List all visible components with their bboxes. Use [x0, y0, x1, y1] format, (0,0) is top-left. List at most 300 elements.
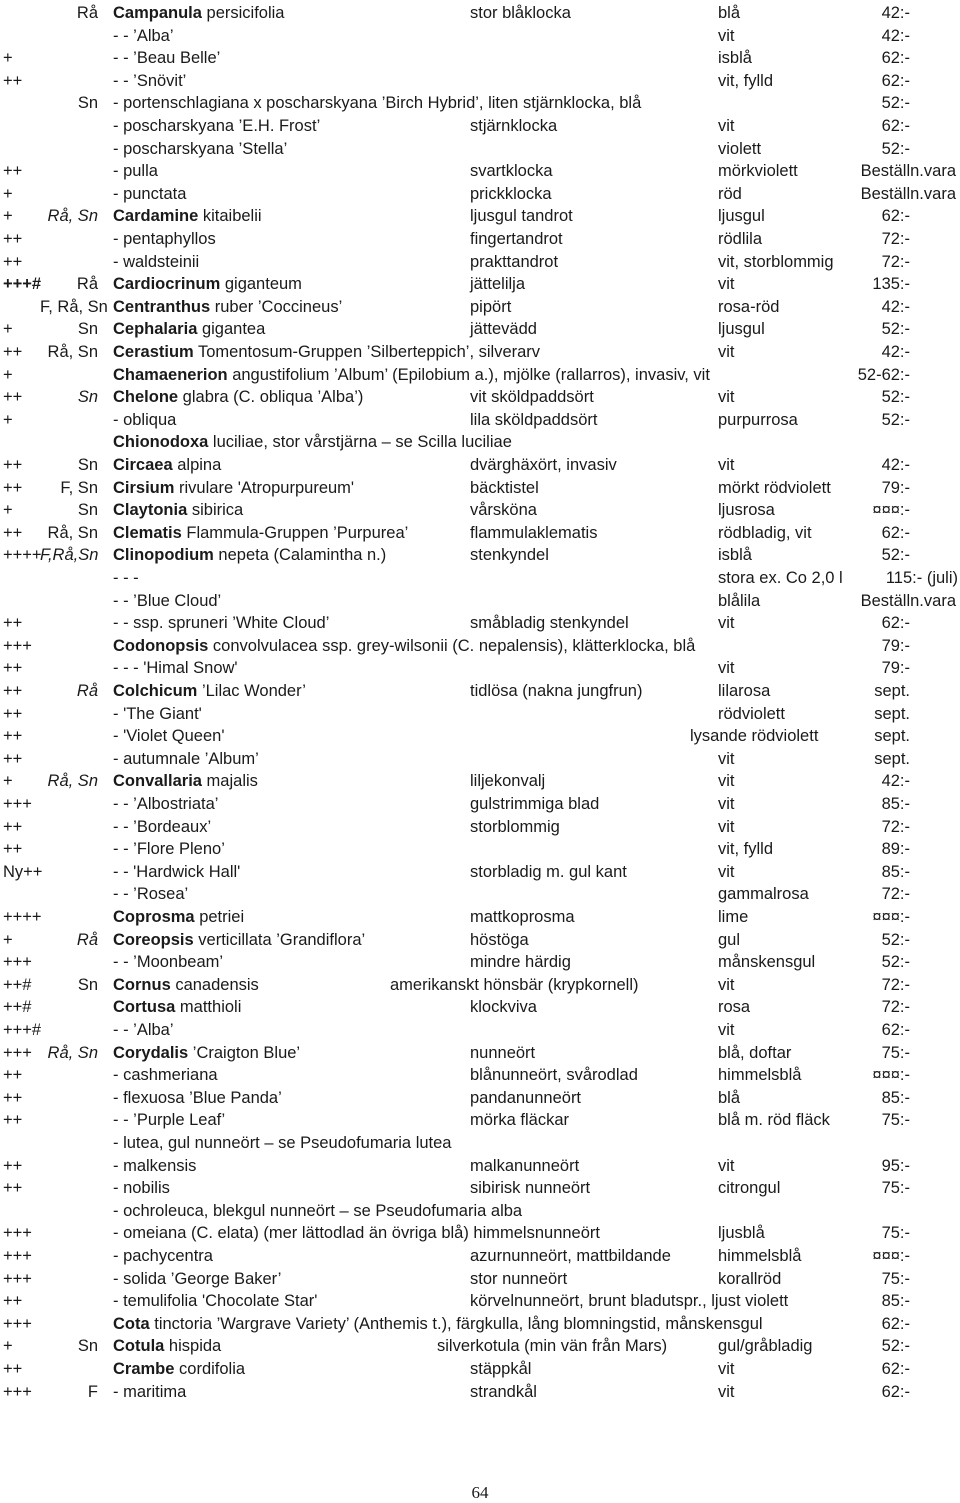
species-name: ’Lilac Wonder’	[197, 682, 306, 700]
hardiness-marker: +++	[3, 1382, 32, 1401]
flower-color: ljusgul	[718, 320, 765, 339]
price: 75:-	[881, 1111, 910, 1130]
price: Beställn.vara	[860, 591, 956, 610]
price: 52:-	[881, 546, 910, 565]
flower-color: vit	[718, 659, 735, 678]
flower-color: vit	[718, 388, 735, 407]
species-name: giganteum	[220, 275, 302, 294]
hardiness-marker: ++	[3, 230, 23, 248]
hardiness-marker: ++	[3, 523, 23, 542]
list-item	[0, 70, 960, 92]
list-item	[0, 318, 960, 340]
price: sept.	[874, 749, 910, 768]
price: 62:-	[881, 207, 910, 226]
genus-name: Crambe	[113, 1360, 175, 1378]
plant-name	[113, 838, 225, 860]
list-item	[0, 1064, 960, 1086]
hardiness-marker: ++	[3, 614, 23, 633]
origin-code: F	[87, 1382, 98, 1401]
hardiness-marker: ++#	[3, 975, 32, 994]
flower-color: rosa	[718, 998, 751, 1017]
genus-name: Campanula	[113, 4, 202, 22]
hardiness-marker: ++	[3, 252, 23, 271]
hardiness-marker: ++	[3, 1292, 23, 1311]
swedish-name: strandkål	[470, 1382, 537, 1401]
price: sept.	[874, 727, 910, 746]
plant-name	[113, 793, 218, 815]
flower-color: blå m. röd fläck	[718, 1111, 830, 1130]
price: 62:-	[881, 1021, 910, 1039]
plant-name	[113, 544, 386, 566]
plant-name	[113, 748, 259, 770]
swedish-name: prakttandrot	[470, 252, 559, 271]
price: 85:-	[881, 1292, 910, 1311]
price: 52:-	[881, 388, 910, 407]
hardiness-marker: ++	[3, 478, 23, 497]
species-name: - - ’Flore Pleno’	[113, 840, 225, 859]
genus-name: Chamaenerion	[113, 365, 228, 384]
flower-color: ljusblå	[718, 1224, 765, 1243]
list-item	[0, 861, 960, 883]
species-name: tinctoria ’Wargrave Variety’ (Anthemis t.), färgkulla, lång blomningstid, månskensgul	[149, 1314, 763, 1333]
price: 79:-	[881, 659, 910, 678]
flower-color: vit	[718, 26, 735, 45]
origin-code: Sn	[77, 320, 98, 339]
price: 95:-	[881, 1156, 910, 1175]
hardiness-marker: ++	[3, 456, 23, 474]
flower-color: vit	[718, 1021, 735, 1039]
flower-color: lysande rödviolett	[690, 727, 819, 746]
list-item	[0, 883, 960, 905]
swedish-name: ljusgul tandrot	[470, 207, 573, 226]
genus-name: Clinopodium	[113, 546, 214, 565]
price: 42:-	[881, 456, 910, 474]
list-item	[0, 228, 960, 250]
flower-color: vit	[718, 117, 735, 135]
genus-name: Claytonia	[113, 501, 188, 520]
price: 72:-	[881, 252, 910, 271]
flower-color: isblå	[718, 546, 752, 565]
swedish-name: höstöga	[470, 930, 529, 949]
species-name: - - ’Rosea’	[113, 885, 189, 904]
list-item	[0, 386, 960, 408]
origin-code: Sn	[77, 975, 98, 994]
hardiness-marker: ++	[3, 727, 23, 746]
species-name: - poscharskyana ’E.H. Frost’	[113, 117, 321, 135]
plant-name	[113, 251, 199, 273]
plant-name	[113, 364, 710, 386]
hardiness-marker: ++++	[3, 546, 42, 565]
price: 75:-	[881, 1269, 910, 1288]
swedish-name: vårsköna	[470, 501, 537, 520]
price: 62:-	[881, 117, 910, 135]
flower-color: vit, fylld	[718, 840, 774, 859]
plant-name	[113, 951, 223, 973]
species-name: - - ’Blue Cloud’	[113, 591, 222, 610]
list-item	[0, 1290, 960, 1312]
species-name: - lutea, gul nunneört – se Pseudofumaria lutea	[113, 1134, 452, 1152]
origin-code: F, Rå, Sn	[40, 297, 108, 316]
list-item	[0, 680, 960, 702]
genus-name: Cota	[113, 1314, 150, 1333]
hardiness-marker: ++	[3, 749, 23, 768]
plant-name	[113, 70, 186, 92]
price: 52:-	[881, 139, 910, 158]
swedish-name: jättelilja	[470, 275, 526, 294]
flower-color: rosa-röd	[718, 297, 780, 316]
species-name: convolvulacea ssp. grey-wilsonii (C. nepalensis), klätterklocka, blå	[208, 636, 696, 655]
list-item	[0, 1177, 960, 1199]
list-item	[0, 703, 960, 725]
list-item	[0, 477, 960, 499]
flower-color: rödviolett	[718, 704, 785, 723]
flower-color: lime	[718, 908, 749, 926]
swedish-name: malkanunneört	[470, 1156, 580, 1175]
list-item	[0, 364, 960, 386]
price: 115:- (juli)	[885, 569, 958, 587]
price: 62:-	[881, 71, 910, 90]
price: 62:-	[881, 1382, 910, 1401]
flower-color: vit	[718, 817, 735, 836]
plant-name	[113, 1268, 281, 1290]
price: 62:-	[881, 1360, 910, 1378]
swedish-name: silverkotula (min vän från Mars)	[437, 1337, 668, 1356]
flower-color: röd	[718, 184, 742, 203]
hardiness-marker: +	[3, 410, 13, 429]
list-item	[0, 499, 960, 521]
hardiness-marker: ++	[3, 71, 23, 90]
origin-code: Rå, Sn	[47, 207, 98, 226]
swedish-name: stäppkål	[470, 1360, 532, 1378]
species-name: matthioli	[175, 998, 242, 1017]
species-name: - portenschlagiana x poscharskyana ’Birch Hybrid’, liten stjärnklocka, blå	[113, 94, 642, 113]
plant-name	[113, 228, 216, 250]
hardiness-marker: +	[3, 501, 13, 520]
list-item	[0, 1245, 960, 1267]
plant-name	[113, 861, 240, 883]
list-item	[0, 92, 960, 114]
origin-code: Sn	[77, 501, 98, 520]
flower-color: vit	[718, 1360, 735, 1378]
species-name: Flammula-Gruppen ’Purpurea’	[181, 523, 409, 542]
plant-name	[113, 567, 139, 589]
hardiness-marker: +++#	[3, 275, 42, 294]
plant-name	[113, 205, 262, 227]
species-name: petriei	[194, 908, 245, 926]
plant-name	[113, 1381, 186, 1403]
list-item	[0, 544, 960, 566]
genus-name: Cornus	[113, 975, 171, 994]
flower-color: blå, doftar	[718, 1043, 792, 1062]
flower-color: gul	[718, 930, 741, 949]
plant-name	[113, 183, 186, 205]
price: 72:-	[881, 817, 910, 836]
plant-name	[113, 160, 158, 182]
list-item	[0, 816, 960, 838]
swedish-name: dvärghäxört, invasiv	[470, 456, 617, 474]
species-name: Tomentosum-Gruppen ’Silberteppich’, silverarv	[193, 343, 541, 361]
swedish-name: nunneört	[470, 1043, 536, 1062]
list-item	[0, 1335, 960, 1357]
list-item	[0, 725, 960, 747]
genus-name: Cortusa	[113, 998, 176, 1017]
origin-code: Rå, Sn	[47, 343, 98, 361]
flower-color: vit	[718, 456, 735, 474]
swedish-name: klockviva	[470, 998, 537, 1017]
plant-name	[113, 680, 306, 702]
origin-code: Rå, Sn	[47, 772, 98, 791]
genus-name: Convallaria	[113, 772, 202, 791]
hardiness-marker: +	[3, 49, 13, 68]
hardiness-marker: +	[3, 365, 13, 384]
plant-name	[113, 929, 365, 951]
swedish-name: gulstrimmiga blad	[470, 795, 600, 813]
species-name: - 'Violet Queen'	[113, 727, 225, 746]
genus-name: Cardiocrinum	[113, 275, 221, 294]
list-item	[0, 1019, 960, 1041]
hardiness-marker: ++	[3, 1088, 23, 1107]
species-name: - autumnale ’Album’	[113, 749, 259, 768]
hardiness-marker: ++	[3, 659, 23, 678]
hardiness-marker: +++	[3, 1269, 32, 1288]
origin-code: F, Sn	[60, 478, 98, 497]
swedish-name: amerikanskt hönsbär (krypkornell)	[390, 975, 639, 994]
swedish-name: lila sköldpaddsört	[470, 410, 598, 429]
plant-name	[113, 1358, 245, 1380]
swedish-name: fingertandrot	[470, 230, 563, 248]
flower-color: blålila	[718, 591, 761, 610]
species-name: persicifolia	[201, 4, 285, 22]
genus-name: Clematis	[113, 523, 182, 542]
list-item	[0, 160, 960, 182]
species-name: cordifolia	[174, 1360, 246, 1378]
swedish-name: azurnunneört, mattbildande	[470, 1247, 671, 1265]
price: 79:-	[881, 478, 910, 497]
species-name: - punctata	[113, 184, 187, 203]
list-item	[0, 929, 960, 951]
price: 62:-	[881, 614, 910, 633]
price: ¤¤¤:-	[872, 1066, 910, 1085]
flower-color: gammalrosa	[718, 885, 809, 904]
price: 52:-	[881, 94, 910, 113]
price: 42:-	[881, 772, 910, 791]
plant-name	[113, 1335, 221, 1357]
species-name: - poscharskyana ’Stella’	[113, 139, 288, 158]
list-item	[0, 1268, 960, 1290]
list-item	[0, 1222, 960, 1244]
list-item	[0, 770, 960, 792]
species-name: majalis	[201, 772, 258, 791]
plant-name	[113, 770, 258, 792]
price: 75:-	[881, 1043, 910, 1062]
species-name: - pachycentra	[113, 1247, 213, 1265]
hardiness-marker: +++	[3, 1247, 32, 1265]
plant-name	[113, 296, 342, 318]
hardiness-marker: ++	[3, 682, 23, 700]
plant-name	[113, 1155, 196, 1177]
price: 62:-	[881, 1314, 910, 1333]
species-name: kitaibelii	[198, 207, 262, 226]
origin-code: Rå, Sn	[47, 1043, 98, 1062]
plant-name	[113, 1200, 522, 1222]
swedish-name: stor blåklocka	[470, 4, 571, 22]
flower-color: vit	[718, 975, 735, 994]
species-name: - - ssp. spruneri ’White Cloud’	[113, 614, 330, 633]
plant-name	[113, 816, 211, 838]
flower-color: vit, fylld	[718, 71, 774, 90]
species-name: rivulare 'Atropurpureum'	[174, 478, 355, 497]
plant-name	[113, 703, 202, 725]
genus-name: Corydalis	[113, 1043, 189, 1062]
list-item	[0, 996, 960, 1018]
species-name: angustifolium ’Album’ (Epilobium a.), mjölke (rallarros), invasiv, vit	[227, 365, 710, 384]
swedish-name: stor nunneört	[470, 1269, 568, 1288]
flower-color: vit	[718, 772, 735, 791]
hardiness-marker: Ny++	[3, 862, 43, 881]
list-item	[0, 1132, 960, 1154]
list-item	[0, 47, 960, 69]
plant-name	[113, 341, 540, 363]
plant-name	[113, 906, 244, 928]
hardiness-marker: +++	[3, 795, 32, 813]
species-name: ruber ’Coccineus’	[210, 297, 343, 316]
flower-color: ljusgul	[718, 207, 765, 226]
price: Beställn.vara	[860, 184, 956, 203]
species-name: - pentaphyllos	[113, 230, 216, 248]
species-name: - - ’Albostriata’	[113, 795, 219, 813]
genus-name: Cerastium	[113, 343, 194, 361]
plant-name	[113, 590, 221, 612]
plant-name	[113, 996, 241, 1018]
swedish-name: sibirisk nunneört	[470, 1179, 591, 1198]
price: 52:-	[881, 320, 910, 339]
plant-name	[113, 92, 641, 114]
origin-code: F,Rå,Sn	[40, 546, 99, 565]
swedish-name: storbladig m. gul kant	[470, 862, 627, 881]
list-item	[0, 793, 960, 815]
flower-color: citrongul	[718, 1179, 781, 1198]
hardiness-marker: ++	[3, 162, 23, 181]
genus-name: Cotula	[113, 1337, 165, 1356]
genus-name: Chelone	[113, 388, 179, 407]
flower-color: rödlila	[718, 230, 763, 248]
flower-color: stora ex. Co 2,0 l	[718, 569, 843, 587]
species-name: gigantea	[197, 320, 266, 339]
swedish-name: pandanunneört	[470, 1088, 582, 1107]
page-number: 64	[471, 1483, 489, 1502]
genus-name: Centranthus	[113, 297, 211, 316]
hardiness-marker: +	[3, 772, 13, 791]
list-item	[0, 1358, 960, 1380]
species-name: - - ’Purple Leaf’	[113, 1111, 226, 1130]
flower-color: vit, storblommig	[718, 252, 834, 271]
plant-name	[113, 522, 408, 544]
flower-color: mörkviolett	[718, 162, 798, 181]
hardiness-marker: +	[3, 930, 13, 949]
hardiness-marker: ++	[3, 1066, 23, 1085]
genus-name: Colchicum	[113, 682, 198, 700]
list-item	[0, 951, 960, 973]
plant-name	[113, 974, 259, 996]
origin-code: Rå, Sn	[47, 523, 98, 542]
list-item	[0, 1109, 960, 1131]
price: sept.	[874, 682, 910, 700]
plant-name	[113, 25, 174, 47]
plant-name	[113, 477, 354, 499]
list-item	[0, 341, 960, 363]
plant-name	[113, 1245, 213, 1267]
species-name: - flexuosa ’Blue Panda’	[113, 1088, 282, 1107]
plant-name	[113, 1042, 300, 1064]
plant-name	[113, 138, 287, 160]
flower-color: isblå	[718, 49, 752, 68]
hardiness-marker: ++	[3, 343, 23, 361]
swedish-name: bäcktistel	[470, 478, 539, 497]
swedish-name: storblommig	[470, 817, 560, 836]
origin-code: Rå	[76, 4, 98, 22]
flower-color: vit	[718, 275, 735, 294]
list-item	[0, 612, 960, 634]
species-name: - solida ’George Baker’	[113, 1269, 282, 1288]
species-name: - - ’Moonbeam’	[113, 953, 224, 972]
hardiness-marker: +++	[3, 953, 32, 972]
flower-color: vit	[718, 343, 735, 361]
plant-name	[113, 409, 176, 431]
price: 135:-	[872, 275, 910, 294]
plant-name	[113, 454, 221, 476]
list-item	[0, 2, 960, 24]
swedish-name: svartklocka	[470, 162, 553, 181]
list-item	[0, 974, 960, 996]
hardiness-marker: ++	[3, 704, 23, 723]
price: 79:-	[881, 636, 910, 655]
list-item	[0, 522, 960, 544]
price: 75:-	[881, 1224, 910, 1243]
species-name: - ochroleuca, blekgul nunneört – se Pseudofumaria alba	[113, 1201, 523, 1220]
plant-name	[113, 725, 224, 747]
hardiness-marker: ++	[3, 1179, 23, 1198]
species-name: - 'The Giant'	[113, 704, 202, 723]
swedish-name: småbladig stenkyndel	[470, 614, 629, 633]
flower-color: purpurrosa	[718, 410, 798, 429]
species-name: - - ’Alba’	[113, 26, 174, 45]
price: 42:-	[881, 26, 910, 45]
price: 52:-	[881, 410, 910, 429]
flower-color: vit	[718, 749, 735, 768]
hardiness-marker: ++	[3, 817, 23, 836]
list-item	[0, 1042, 960, 1064]
plant-name	[113, 1177, 170, 1199]
price: 42:-	[881, 297, 910, 316]
swedish-name: flammulaklematis	[470, 523, 598, 542]
price: 52:-	[881, 1337, 910, 1356]
plant-name	[113, 1109, 225, 1131]
swedish-name: mindre härdig	[470, 953, 571, 972]
plant-name	[113, 883, 188, 905]
hardiness-marker: ++	[3, 1156, 23, 1175]
hardiness-marker: +	[3, 207, 13, 226]
species-name: - cashmeriana	[113, 1066, 218, 1085]
swedish-name: stjärnklocka	[470, 117, 558, 135]
flower-color: himmelsblå	[718, 1066, 802, 1085]
species-name: - - ’Beau Belle’	[113, 49, 221, 68]
plant-name	[113, 47, 220, 69]
flower-color: gul/gråbladig	[718, 1337, 813, 1356]
list-item	[0, 25, 960, 47]
swedish-name: körvelnunneört, brunt bladutspr., ljust violett	[470, 1292, 789, 1311]
hardiness-marker: +	[3, 1337, 13, 1356]
price: ¤¤¤:-	[872, 501, 910, 520]
